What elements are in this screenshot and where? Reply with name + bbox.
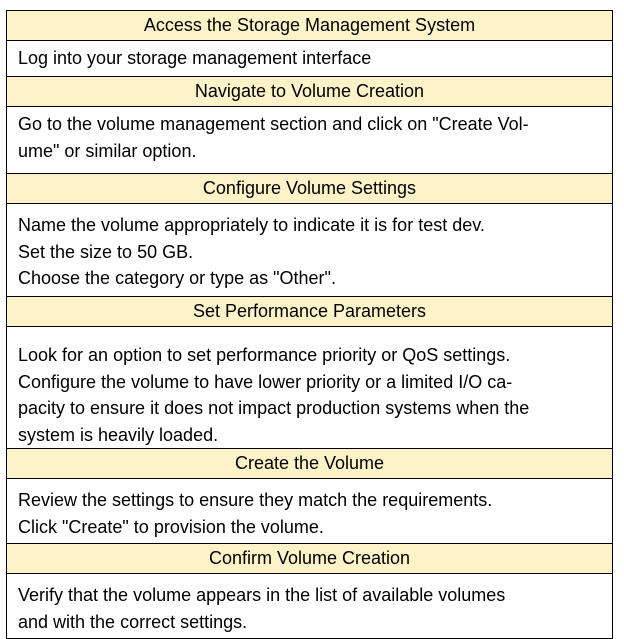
step-header-row xyxy=(7,544,613,574)
step-title: Configure Volume Settings xyxy=(7,174,613,204)
step-header-row xyxy=(7,77,613,107)
step-title: Navigate to Volume Creation xyxy=(7,77,613,107)
step-line: Look for an option to set performance priority or QoS settings. xyxy=(18,345,511,365)
step-body-row xyxy=(7,204,613,297)
step-line: ume" or similar option. xyxy=(18,140,197,161)
step-line: Review the settings to ensure they match the requirements. xyxy=(18,490,493,511)
step-title: Access the Storage Management System xyxy=(7,11,613,41)
step-line: Click "Create" to provision the volume. xyxy=(18,516,324,537)
step-body-row xyxy=(7,327,613,449)
step-line: Set the size to 50 GB. xyxy=(18,241,194,262)
step-body-row xyxy=(7,41,613,77)
step-body-row xyxy=(7,107,613,174)
step-description xyxy=(7,327,613,449)
step-line: Configure the volume to have lower priority or a limited I/O ca- xyxy=(18,371,513,392)
step-title: Set Performance Parameters xyxy=(7,297,613,327)
step-description xyxy=(7,41,613,77)
step-line: pacity to ensure it does not impact production systems when the xyxy=(18,398,530,419)
step-description xyxy=(7,204,613,297)
step-line: Log into your storage management interface xyxy=(18,48,372,68)
procedure-table xyxy=(6,10,613,639)
step-header-row xyxy=(7,449,613,479)
step-title: Create the Volume xyxy=(7,449,613,479)
step-description xyxy=(7,574,613,639)
step-description xyxy=(7,107,613,174)
step-line: Go to the volume management section and click on "Create Vol- xyxy=(18,114,529,134)
step-title: Confirm Volume Creation xyxy=(7,544,613,574)
step-body-row xyxy=(7,574,613,639)
step-line: system is heavily loaded. xyxy=(18,424,219,445)
step-body-row xyxy=(7,479,613,544)
step-line: Choose the category or type as "Other". xyxy=(18,268,336,289)
step-line: Verify that the volume appears in the list of available volumes xyxy=(18,585,506,606)
step-header-row xyxy=(7,11,613,41)
step-line: and with the correct settings. xyxy=(18,611,248,632)
step-header-row xyxy=(7,297,613,327)
step-description xyxy=(7,479,613,544)
step-header-row xyxy=(7,174,613,204)
step-line: Name the volume appropriately to indicate it is for test dev. xyxy=(18,215,485,235)
